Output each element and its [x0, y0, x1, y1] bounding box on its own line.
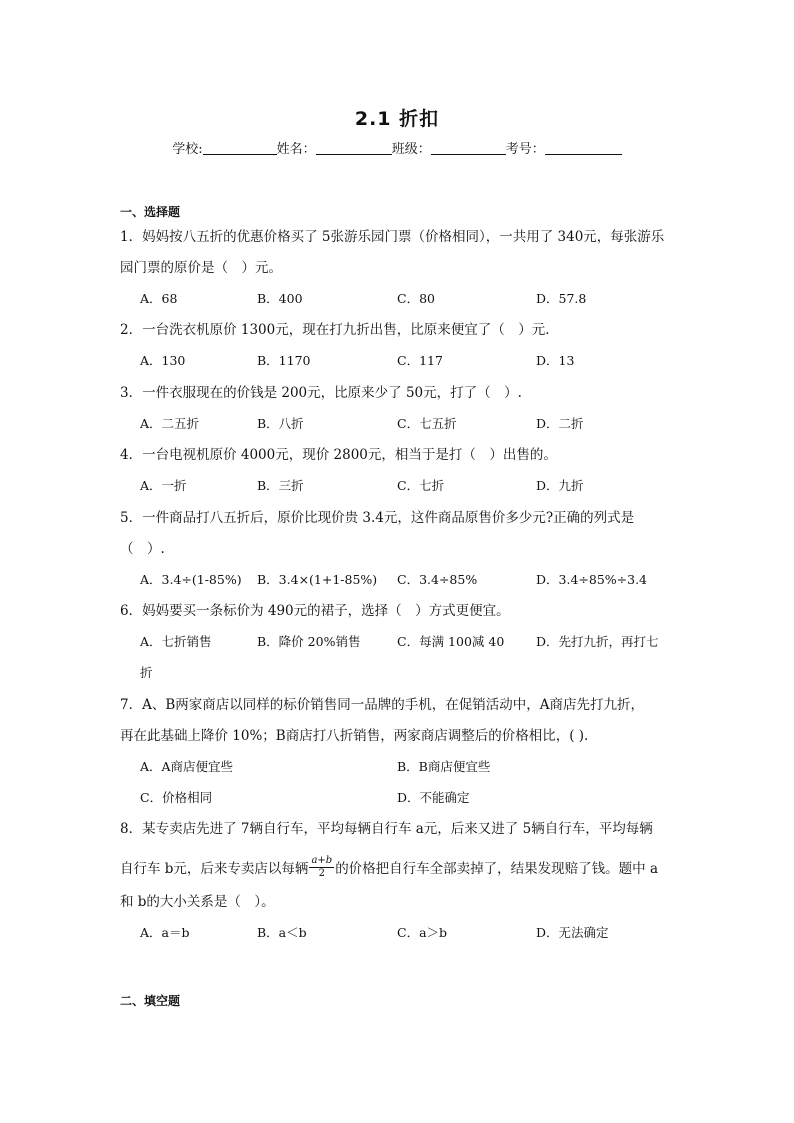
question-5-option-c: C．3.4÷85%: [397, 572, 478, 587]
question-5-line-1: 5．一件商品打八五折后，原价比现价贵 3.4元，这件商品原售价多少元?正确的列式是: [120, 510, 635, 526]
school-label: 学校:: [172, 142, 203, 157]
question-2-option-d: D．13: [536, 353, 575, 368]
question-6-line-1: 6．妈妈要买一条标价为 490元的裙子，选择（ ）方式更便宜。: [120, 603, 510, 619]
question-8-line-2: [120, 857, 658, 882]
question-1-line-1: 1．妈妈按八五折的优惠价格买了 5张游乐园门票（价格相同），一共用了 340元，每张游乐: [120, 229, 665, 245]
question-8-line-2-end: 的价格把自行车全部卖掉了，结果发现赔了钱。题中 a: [335, 861, 659, 877]
name-blank[interactable]: [316, 140, 392, 155]
question-8-line-1: 8．某专卖店先进了 7辆自行车，平均每辆自行车 a元，后来又进了 5辆自行车，平均每辆: [120, 821, 653, 837]
question-8-option-b: B．a＜b: [257, 925, 307, 940]
name-label: 姓名：: [276, 142, 316, 157]
question-5-option-d: D．3.4÷85%÷3.4: [536, 572, 648, 587]
school-blank[interactable]: [203, 140, 277, 155]
section-heading-fill-in: 二、填空题: [120, 994, 181, 1008]
fraction-denominator: 2: [318, 868, 325, 879]
question-5-option-a: A．3.4÷(1-85%): [140, 572, 242, 587]
question-8-line-3: 和 b的大小关系是（ ）。: [120, 894, 275, 910]
page-title: 2.1 折扣: [354, 108, 440, 130]
question-3-option-a: A．二五折: [140, 416, 200, 431]
question-4-option-c: C．七折: [397, 478, 445, 493]
exam-no-blank[interactable]: [545, 140, 622, 155]
question-1-option-d: D．57.8: [536, 291, 587, 306]
question-5-line-2: （ ）.: [120, 541, 165, 557]
class-label: 班级：: [391, 142, 431, 157]
question-4-option-b: B．三折: [257, 478, 304, 493]
student-info-line: [0, 138, 794, 157]
question-5-option-b: B．3.4×(1+1-85%): [257, 572, 378, 587]
question-2-line-1: 2．一台洗衣机原价 1300元，现在打九折出售，比原来便宜了（ ）元．: [120, 322, 559, 338]
question-7-line-1: 7．A、B两家商店以同样的标价销售同一品牌的手机，在促销活动中，A商店先打九折，: [120, 697, 645, 713]
question-8-option-a: A．a＝b: [140, 925, 190, 940]
question-7-option-c: C．价格相同: [140, 790, 213, 805]
question-6-option-b: B．降价 20%销售: [257, 634, 361, 649]
question-2-option-a: A．130: [140, 353, 186, 368]
question-4-line-1: 4．一台电视机原价 4000元，现价 2800元，相当于是打（ ）出售的。: [120, 447, 557, 463]
question-1-option-a: A．68: [140, 291, 178, 306]
question-6-option-c: C．每满 100减 40: [397, 634, 505, 649]
question-4-option-a: A．一折: [140, 478, 187, 493]
question-4-option-d: D．九折: [536, 478, 584, 493]
question-7-line-2: 再在此基础上降价 10%；B商店打八折销售，两家商店调整后的价格相比，( ).: [120, 728, 589, 744]
class-blank[interactable]: [431, 140, 506, 155]
question-3-line-1: 3．一件衣服现在的价钱是 200元，比原来少了 50元，打了（ ）.: [120, 385, 522, 401]
question-8-option-c: C．a＞b: [397, 925, 448, 940]
question-8-line-2-start: 自行车 b元，后来专卖店以每辆: [120, 861, 309, 877]
question-3-option-b: B．八折: [257, 416, 304, 431]
question-6-option-a: A．七折销售: [140, 634, 212, 649]
question-3-option-d: D．二折: [536, 416, 584, 431]
question-6-option-d: D．先打九折，再打七: [536, 634, 659, 649]
question-6-option-d-wrap: 折: [140, 665, 153, 680]
fraction-a-plus-b-over-2: [309, 855, 334, 880]
question-7-option-a: A．A商店便宜些: [140, 759, 234, 774]
question-7-option-b: B．B商店便宜些: [397, 759, 491, 774]
question-2-option-b: B．1170: [257, 353, 311, 368]
question-1-line-2: 园门票的原价是（ ）元。: [120, 260, 282, 276]
question-2-option-c: C．117: [397, 353, 443, 368]
question-7-option-d: D．不能确定: [397, 790, 470, 805]
section-heading-choice: 一、选择题: [120, 205, 181, 219]
question-1-option-c: C．80: [397, 291, 435, 306]
fraction-numerator: a+b: [311, 855, 333, 866]
question-1-option-b: B．400: [257, 291, 303, 306]
question-8-option-d: D．无法确定: [536, 925, 609, 940]
question-3-option-c: C．七五折: [397, 416, 457, 431]
exam-no-label: 考号：: [505, 142, 545, 157]
